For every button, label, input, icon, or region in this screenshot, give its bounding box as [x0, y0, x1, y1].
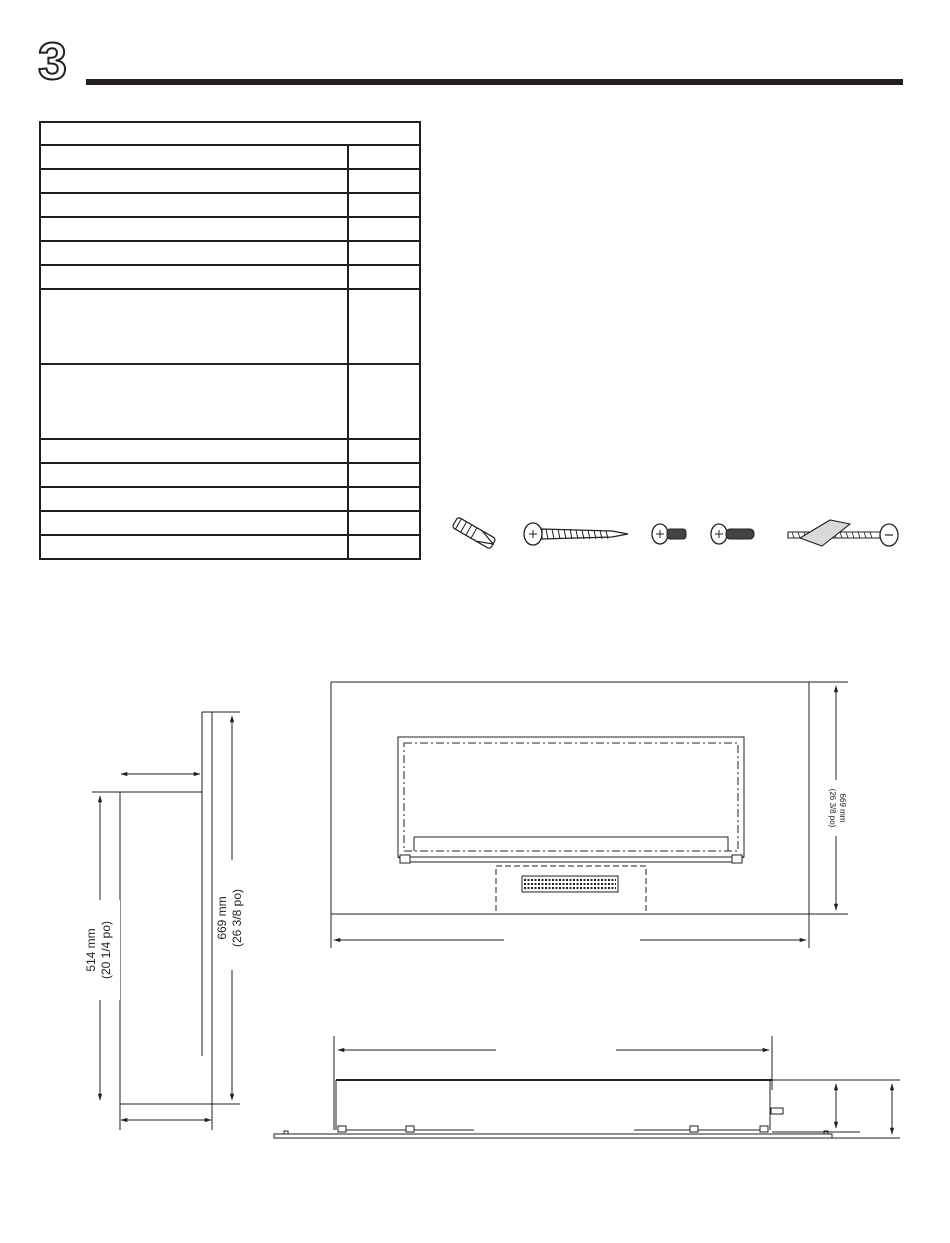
wall-anchor-icon [452, 517, 496, 549]
long-screw-icon [524, 523, 628, 545]
front-669-in: (26 3/8 po) [828, 788, 837, 828]
section-number: 3 [38, 33, 67, 91]
short-screw-icon [652, 524, 686, 544]
machine-screw-icon [711, 524, 754, 544]
front-669-mm: 669 mm [838, 793, 847, 823]
side-514-in: (20 1/4 po) [99, 920, 113, 980]
toggle-bolt-icon [788, 520, 898, 546]
side-669-in: (26 3/8 po) [230, 888, 244, 948]
side-514-mm: 514 mm [84, 928, 98, 972]
front-view-drawing [331, 682, 848, 948]
side-669-mm: 669 mm [215, 896, 229, 940]
